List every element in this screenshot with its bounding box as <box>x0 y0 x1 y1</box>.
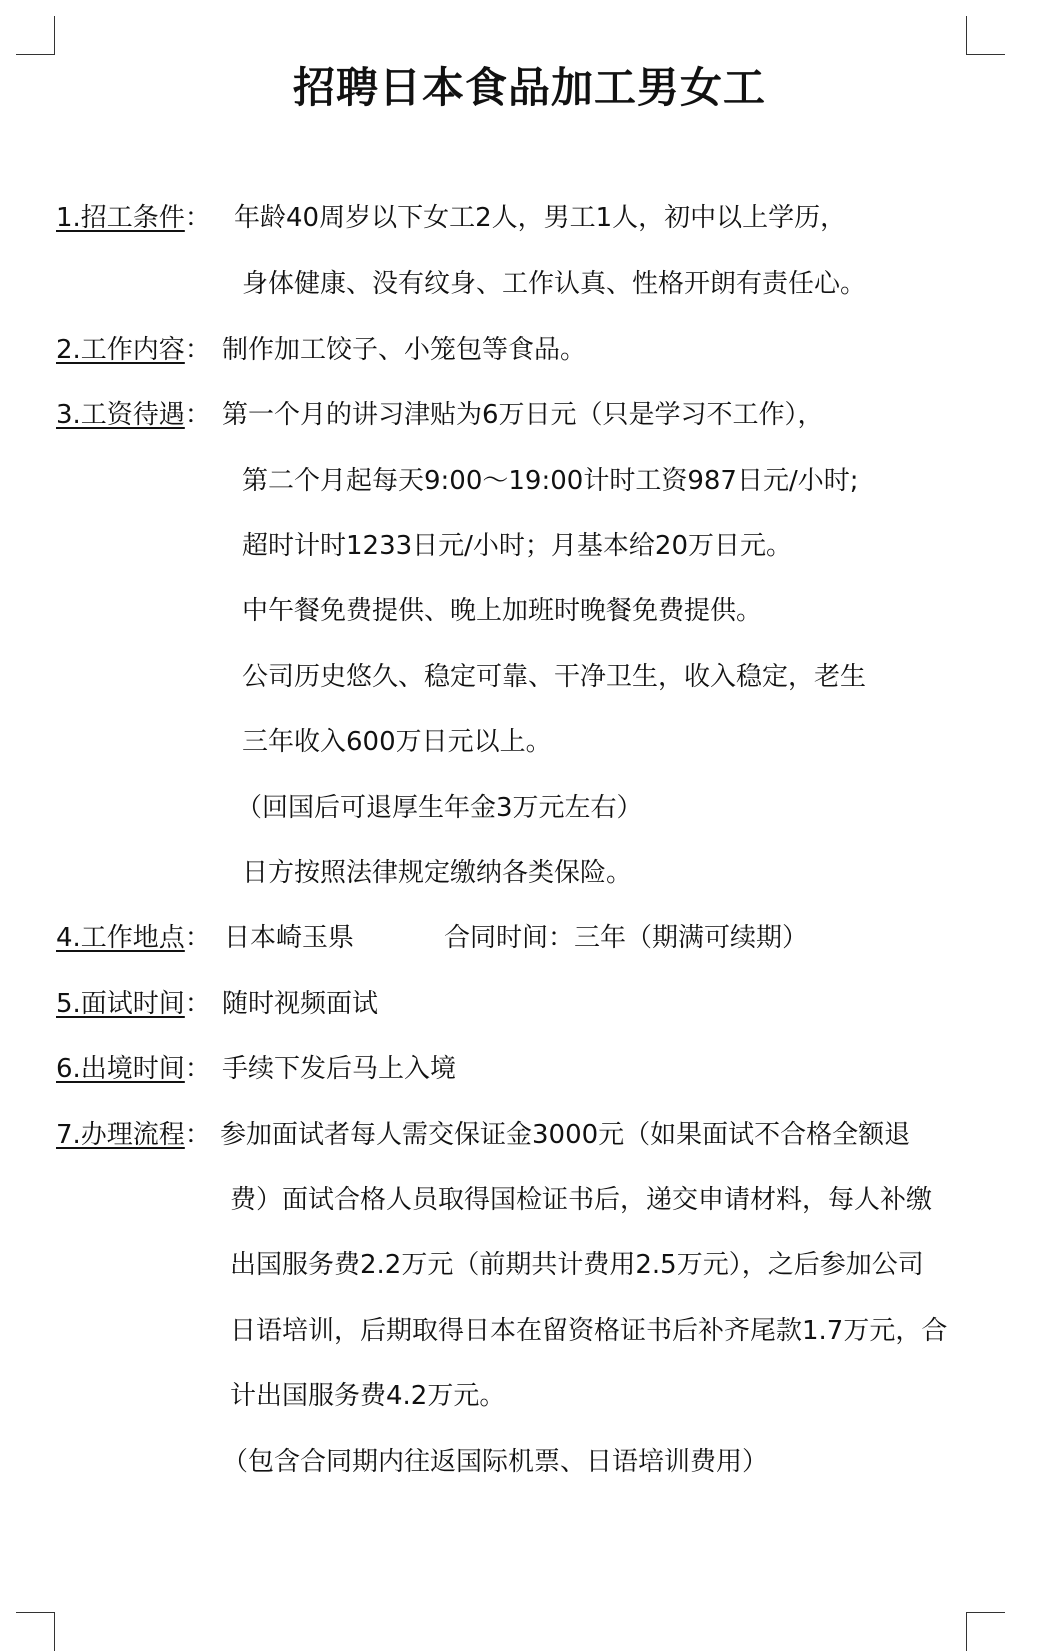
section-3-line-8: 日方按照法律规定缴纳各类保险。 <box>242 858 633 888</box>
section-3-colon: ： <box>184 400 211 430</box>
section-7-line-3: 出国服务费2.2万元（前期共计费用2.5万元），之后参加公司 <box>230 1250 924 1280</box>
section-7-line-5: 计出国服务费4.2万元。 <box>230 1381 506 1411</box>
section-6-label-text: 6.出境时间 <box>56 1054 185 1084</box>
section-2-line-1: 制作加工饺子、小笼包等食品。 <box>222 335 587 365</box>
section-3-line-3: 超时计时1233日元/小时；月基本给20万日元。 <box>242 531 793 561</box>
section-3-label-text: 3.工资待遇 <box>56 400 185 430</box>
section-2-label-text: 2.工作内容 <box>56 335 185 365</box>
page-corner-mark-bottom-right <box>966 1612 1005 1651</box>
section-1-label-text: 1.招工条件 <box>56 203 185 233</box>
section-7-label-text: 7.办理流程 <box>56 1120 185 1150</box>
page-corner-mark-bottom-left <box>16 1612 55 1651</box>
section-7-line-2: 费）面试合格人员取得国检证书后，递交申请材料，每人补缴 <box>230 1185 933 1215</box>
section-3-line-4: 中午餐免费提供、晚上加班时晚餐免费提供。 <box>242 596 763 626</box>
section-4-label-text: 4.工作地点 <box>56 923 185 953</box>
section-1-colon: ： <box>184 203 211 233</box>
section-4-label <box>56 918 211 958</box>
page-corner-mark-top-right <box>966 16 1005 55</box>
section-2-colon: ： <box>184 335 211 365</box>
section-3-line-1: 第一个月的讲习津贴为6万日元（只是学习不工作）， <box>222 400 824 430</box>
section-4-colon: ： <box>184 923 211 953</box>
section-6-line-1: 手续下发后马上入境 <box>222 1054 457 1084</box>
section-7-label <box>56 1115 211 1155</box>
section-7-line-4: 日语培训，后期取得日本在留资格证书后补齐尾款1.7万元，合 <box>230 1316 948 1346</box>
section-3-line-7: （回国后可退厚生年金3万元左右） <box>236 793 643 823</box>
section-1-line-2: 身体健康、没有纹身、工作认真、性格开朗有责任心。 <box>242 269 867 299</box>
section-7-colon: ： <box>184 1120 211 1150</box>
section-3-label <box>56 395 211 435</box>
document-title: 招聘日本食品加工男女工 <box>292 63 766 112</box>
section-4-line-1: 日本崎玉県 <box>224 923 355 953</box>
section-3-line-2: 第二个月起每天9:00～19:00计时工资987日元/小时; <box>242 466 859 496</box>
section-7-line-1: 参加面试者每人需交保证金3000元（如果面试不合格全额退 <box>220 1120 911 1150</box>
section-4-contract-period: 合同时间：三年（期满可续期） <box>444 923 809 953</box>
section-7-line-6: （包含合同期内往返国际机票、日语培训费用） <box>222 1447 769 1477</box>
page-corner-mark-top-left <box>16 16 55 55</box>
section-6-colon: ： <box>184 1054 211 1084</box>
section-5-line-1: 随时视频面试 <box>222 989 379 1019</box>
section-3-line-5: 公司历史悠久、稳定可靠、干净卫生，收入稳定，老生 <box>242 662 867 692</box>
section-1-label <box>56 198 211 238</box>
section-1-line-1: 年龄40周岁以下女工2人，男工1人，初中以上学历， <box>234 203 847 233</box>
section-5-colon: ： <box>184 989 211 1019</box>
section-5-label-text: 5.面试时间 <box>56 989 185 1019</box>
section-3-line-6: 三年收入600万日元以上。 <box>242 727 552 757</box>
section-2-label <box>56 330 211 370</box>
section-5-label <box>56 984 211 1024</box>
section-6-label <box>56 1049 211 1089</box>
